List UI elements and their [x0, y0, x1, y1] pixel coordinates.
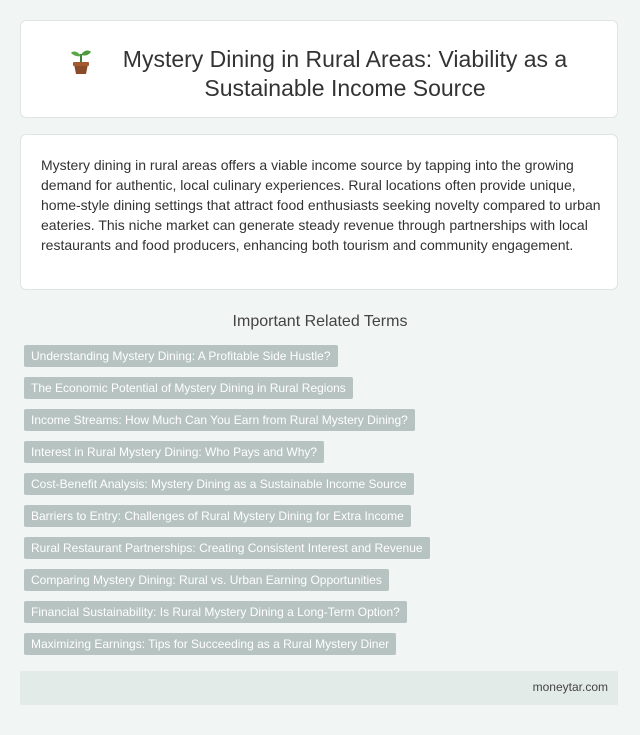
term-tag[interactable]: Interest in Rural Mystery Dining: Who Pays and Why?: [24, 441, 324, 463]
term-tag[interactable]: Income Streams: How Much Can You Earn from Rural Mystery Dining?: [24, 409, 415, 431]
term-tag[interactable]: Financial Sustainability: Is Rural Mystery Dining a Long-Term Option?: [24, 601, 407, 623]
page-title: Mystery Dining in Rural Areas: Viability as a Sustainable Income Source: [122, 46, 568, 101]
related-terms-heading: Important Related Terms: [232, 313, 408, 330]
term-tag[interactable]: Comparing Mystery Dining: Rural vs. Urban Earning Opportunities: [24, 569, 389, 591]
term-tag[interactable]: Cost-Benefit Analysis: Mystery Dining as a Sustainable Income Source: [24, 473, 414, 495]
intro-card: [20, 134, 618, 290]
term-tag[interactable]: Rural Restaurant Partnerships: Creating Consistent Interest and Revenue: [24, 537, 430, 559]
term-tag[interactable]: Understanding Mystery Dining: A Profitable Side Hustle?: [24, 345, 338, 367]
term-tag[interactable]: Maximizing Earnings: Tips for Succeeding as a Rural Mystery Diner: [24, 633, 396, 655]
site-link[interactable]: moneytar.com: [532, 680, 608, 694]
header-card: [20, 20, 618, 118]
related-terms-list: [24, 345, 430, 665]
intro-paragraph: Mystery dining in rural areas offers a viable income source by tapping into the growing demand for authentic, local culinary experiences. Rural locations often provide unique, home-style dining settings that attract food enthusiasts seeking novelty compared to urban eateries. This niche market can generate steady revenue through partnerships with local restaurants and food producers, enhancing both tourism and community engagement.: [41, 157, 601, 253]
term-tag[interactable]: The Economic Potential of Mystery Dining in Rural Regions: [24, 377, 353, 399]
term-tag[interactable]: Barriers to Entry: Challenges of Rural Mystery Dining for Extra Income: [24, 505, 411, 527]
footer-bar: [20, 671, 618, 705]
